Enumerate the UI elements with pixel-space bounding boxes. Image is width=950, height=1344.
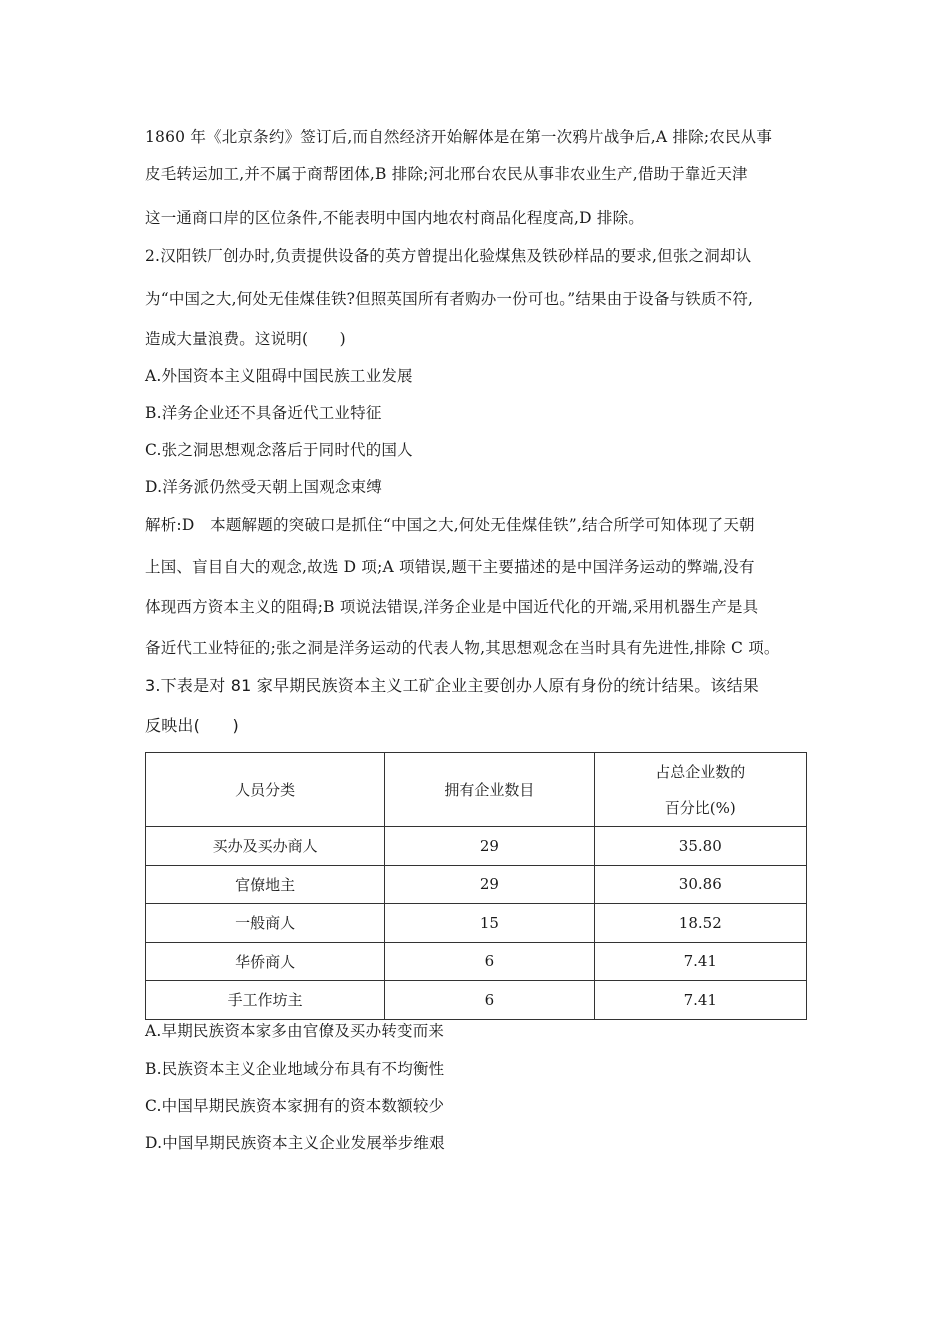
cell-count: 15 bbox=[385, 904, 594, 943]
table-row bbox=[146, 865, 807, 904]
question-2-line-3: 造成大量浪费。这说明( ) bbox=[145, 330, 346, 348]
cell-category: 买办及买办商人 bbox=[146, 827, 385, 866]
analysis-line-3: 体现西方资本主义的阻碍;B 项说法错误,洋务企业是中国近代化的开端,采用机器生产是具 bbox=[145, 598, 759, 616]
table-header-row bbox=[146, 753, 807, 827]
question-2-line-1: 2.汉阳铁厂创办时,负责提供设备的英方曾提出化验煤焦及铁砂样品的要求,但张之洞却认 bbox=[145, 247, 752, 265]
answer-1-line-2: 皮毛转运加工,并不属于商帮团体,B 排除;河北邢台农民从事非农业生产,借助于靠近天津 bbox=[145, 165, 748, 183]
question-2-option-b: B.洋务企业还不具备近代工业特征 bbox=[145, 404, 382, 422]
header-percentage-line-2: 百分比(%) bbox=[664, 798, 736, 817]
question-3-option-c: C.中国早期民族资本家拥有的资本数额较少 bbox=[145, 1097, 445, 1115]
analysis-line-4: 备近代工业特征的;张之洞是洋务运动的代表人物,其思想观念在当时具有先进性,排除 C 项。 bbox=[145, 639, 780, 657]
answer-1-line-1: 1860 年《北京条约》签订后,而自然经济开始解体是在第一次鸦片战争后,A 排除;农民从事 bbox=[145, 128, 773, 146]
cell-category: 华侨商人 bbox=[146, 942, 385, 981]
question-3-line-2: 反映出( ) bbox=[145, 716, 239, 735]
header-enterprise-count: 拥有企业数目 bbox=[385, 753, 594, 827]
header-category: 人员分类 bbox=[146, 753, 385, 827]
cell-percent: 35.80 bbox=[594, 827, 806, 866]
question-2-line-2: 为“中国之大,何处无佳煤佳铁?但照英国所有者购办一份可也。”结果由于设备与铁质不符, bbox=[145, 290, 754, 308]
cell-percent: 7.41 bbox=[594, 942, 806, 981]
analysis-line-2: 上国、盲目自大的观念,故选 D 项;A 项错误,题干主要描述的是中国洋务运动的弊端,没有 bbox=[145, 558, 755, 576]
question-2-option-d: D.洋务派仍然受天朝上国观念束缚 bbox=[145, 478, 383, 496]
table-row bbox=[146, 827, 807, 866]
table-row bbox=[146, 942, 807, 981]
cell-percent: 7.41 bbox=[594, 981, 806, 1020]
analysis-line-1: 解析:D 本题解题的突破口是抓住“中国之大,何处无佳煤佳铁”,结合所学可知体现了天朝 bbox=[145, 516, 755, 534]
table-row bbox=[146, 904, 807, 943]
question-3-option-d: D.中国早期民族资本主义企业发展举步维艰 bbox=[145, 1134, 445, 1152]
cell-percent: 30.86 bbox=[594, 865, 806, 904]
cell-category: 官僚地主 bbox=[146, 865, 385, 904]
cell-category: 手工作坊主 bbox=[146, 981, 385, 1020]
question-2-option-a: A.外国资本主义阻碍中国民族工业发展 bbox=[145, 367, 413, 385]
cell-percent: 18.52 bbox=[594, 904, 806, 943]
question-2-option-c: C.张之洞思想观念落后于同时代的国人 bbox=[145, 441, 413, 459]
cell-count: 6 bbox=[385, 981, 594, 1020]
cell-count: 6 bbox=[385, 942, 594, 981]
statistics-table bbox=[145, 752, 807, 1020]
question-3-option-b: B.民族资本主义企业地域分布具有不均衡性 bbox=[145, 1060, 445, 1078]
cell-count: 29 bbox=[385, 865, 594, 904]
question-3-line-1: 3.下表是对 81 家早期民族资本主义工矿企业主要创办人原有身份的统计结果。该结果 bbox=[145, 676, 759, 695]
answer-1-line-3: 这一通商口岸的区位条件,不能表明中国内地农村商品化程度高,D 排除。 bbox=[145, 209, 645, 227]
question-3-option-a: A.早期民族资本家多由官僚及买办转变而来 bbox=[145, 1022, 445, 1040]
cell-count: 29 bbox=[385, 827, 594, 866]
header-percentage-line-1: 占总企业数的 bbox=[655, 762, 746, 781]
table-row bbox=[146, 981, 807, 1020]
header-percentage bbox=[594, 753, 806, 827]
cell-category: 一般商人 bbox=[146, 904, 385, 943]
